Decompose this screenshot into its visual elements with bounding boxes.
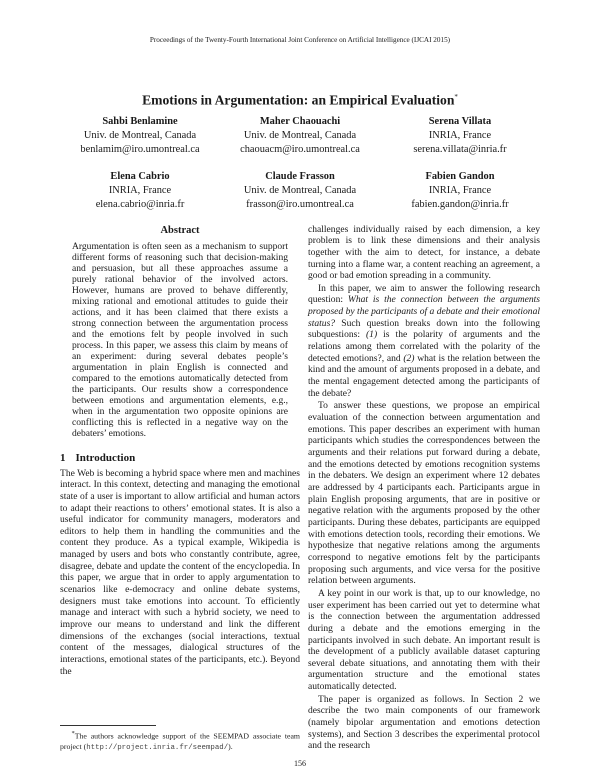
section-heading [60,451,300,465]
two-column-body [60,224,540,754]
author-grid [60,115,540,212]
page-number: 156 [294,759,306,769]
author-email: fabien.gandon@inria.fr [411,198,509,210]
paragraph: The Web is becoming a hybrid space where men and machines interact. In this context, detecting and managing the emotional state of a user is important to allow artificial and human actors to adapt their reactions to others’ emotional states. It is also a useful indicator for community managers, moderators and editors to help them in handling the communities and the content they produce. As a typical example, Wikipedia is managed by users and bots who constantly contribute, agree, disagree, debate and update the content of the encyclopedia. In this paper, we argue that in order to apply argumentation to scenarios like e-democracy and online debate systems, designers must take emotions into account. To efficiently manage and interact with such a hybrid society, we need to improve our means to understand and link the different dimensions of the exchanges (social interactions, textual content of the messages, dialogical structures of the interactions, emotional states of the participants, etc.). Beyond the [60,467,300,677]
author-affiliation: Univ. de Montreal, Canada [243,129,357,141]
author-block [60,170,220,212]
running-header: Proceedings of the Twenty-Fourth International Joint Conference on Artificial Intelligence (IJCAI 2015) [149,36,451,44]
author-email: serena.villata@inria.fr [413,143,507,155]
author-block [60,115,220,157]
author-name: Claude Frasson [265,170,335,182]
paragraph: The paper is organized as follows. In Section 2 we describe the two main components of our framework (namely bipolar argumentation and emotions detection systems), and Section 3 describes the experimental protocol and the research [308,693,540,752]
text: In this paper, we aim to answer the following research question: [308,282,540,306]
paper-title [0,89,600,109]
author-affiliation: Univ. de Montreal, Canada [243,184,357,196]
author-name: Elena Cabrio [110,170,170,182]
right-column-body [308,224,540,754]
author-email: frasson@iro.umontreal.ca [246,198,354,210]
footnote-area [60,717,300,753]
footnote-mark: * [71,730,75,738]
author-affiliation: INRIA, France [428,129,492,141]
paragraph-research-question [308,283,540,400]
research-question: What is the connection between the arguments proposed by the participants of a debate and their emotional status? [308,294,540,329]
subquestion-marker: (2) [403,352,415,364]
subquestion-marker: (1) [366,329,378,341]
title-text: Emotions in Argumentation: an Empirical Evaluation [142,92,455,108]
author-affiliation: INRIA, France [108,184,172,196]
section-title: Introduction [75,451,136,464]
footnote-text-end: ). [228,742,233,752]
author-email: chaouacm@iro.umontreal.ca [240,143,360,155]
author-name: Sahbi Benlamine [102,115,178,127]
paragraph: A key point in our work is that, up to our knowledge, no user experiment has been carried out yet to determine what is the connection between the argumentation addressed during a debate and the emotions emerging in the participants involved in such debate. An important result is the development of a publicly available dataset capturing several debate situations, and annotating them with their argumentation structure and the emotional states automatically detected. [308,587,540,693]
title-footnote-mark: * [454,93,458,101]
author-name: Fabien Gandon [425,170,495,182]
author-block [380,115,540,157]
left-column [60,224,300,754]
footnote-text: The authors acknowledge support of the SEEMPAD associate team project ( [60,732,300,752]
abstract-heading: Abstract [160,224,200,236]
author-affiliation: INRIA, France [428,184,492,196]
author-name: Maher Chaouachi [259,115,341,127]
author-block [380,170,540,212]
left-column-body [60,468,300,678]
paragraph: To answer these questions, we propose an empirical evaluation of the connection between argumentation and emotions. This paper describes an experiment with human participants which studies the correspondences between the arguments and their relations put forward during a debate, and the emotions detected by emotions recognition systems in the debaters. We design an experiment where 12 debates are addressed by 4 participants each. Participants argue in plain English proposing arguments, that are in positive or negative relation with the arguments proposed by the other participants. During these debates, participants are equipped with emotions detection tools, recording their emotions. We hypothesize that negative relations among the arguments correspond to negative emotions felt by the participants proposing such arguments, and vice versa for the positive relation between arguments. [308,400,540,587]
text: Such question breaks down into the following subquestions: [308,317,540,341]
author-email: benlamim@iro.umontreal.ca [80,143,200,155]
author-name: Serena Villata [428,115,492,127]
footnote [60,729,300,753]
footnote-rule [60,725,156,726]
section-number: 1 [60,451,66,464]
text: is the polarity of arguments and the relations among them correlated with the polarity of the detected emotions?, and [308,329,540,364]
author-block [220,170,380,212]
text: what is the relation between the kind and the amount of arguments proposed in a debate, and the mental engagement detected among the participants of the debate? [308,352,540,399]
footnote-link[interactable]: http://project.inria.fr/seempad/ [86,744,229,753]
author-affiliation: Univ. de Montreal, Canada [83,129,197,141]
author-block [220,115,380,157]
author-email: elena.cabrio@inria.fr [95,198,185,210]
abstract-text: Argumentation is often seen as a mechanism to support different forms of reasoning such that decision-making and persuasion, but all these approaches assume a purely rational behavior of the involved actors. However, humans are proved to behave differently, mixing rational and emotional attitudes to guide their actions, and it has been claimed that there exists a strong connection between the argumentation process and the emotions felt by people involved in such process. In this paper, we assess this claim by means of an experiment: during several debates people’s argumentation in plain English is connected and compared to the emotions automatically detected from the participants. Our results show a correspondence between emotions and argumentation elements, e.g., when in the argumentation two opposite opinions are conflicting this is reflected in a negative way on the debaters’ emotions. [72,240,288,439]
paragraph: challenges individually raised by each dimension, a key problem is to link these dimensions and their analysis together with the aim to detect, for instance, a debate turning into a flame war, a content reaching an agreement, a good or bad emotion spreading in a community. [308,223,540,282]
